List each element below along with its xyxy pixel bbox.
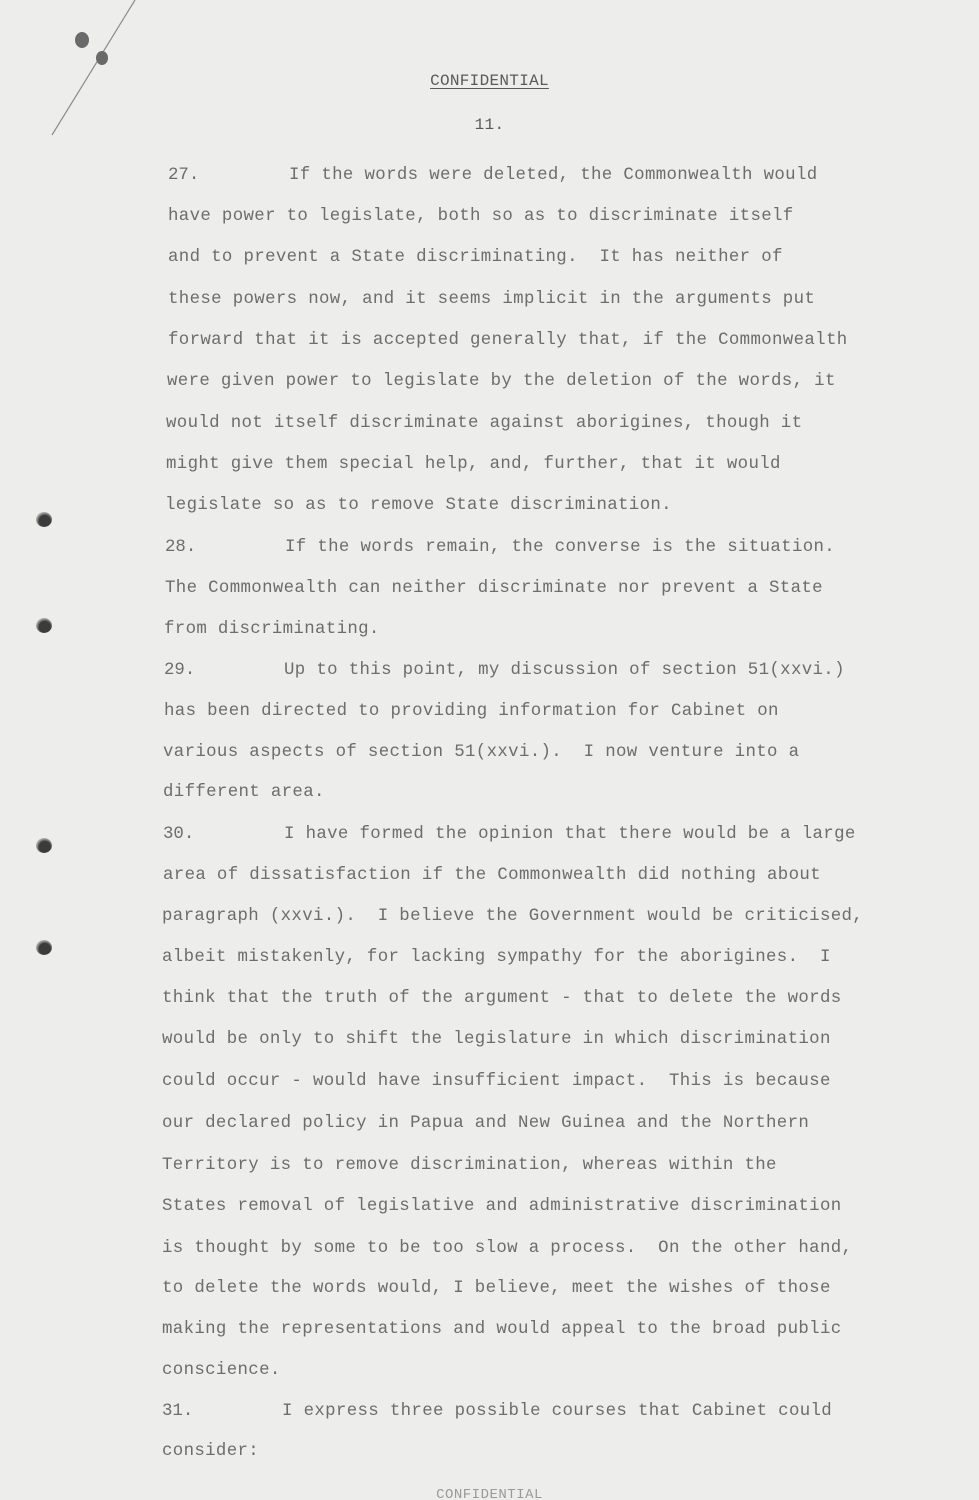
paragraph-line: various aspects of section 51(xxvi.). I now venture into a xyxy=(163,743,800,762)
paragraph-line: area of dissatisfaction if the Commonwealth did nothing about xyxy=(163,866,821,885)
paragraph-line: were given power to legislate by the deletion of the words, it xyxy=(167,372,836,391)
paragraph-number: 30. xyxy=(163,825,195,844)
paragraph-line: and to prevent a State discriminating. It has neither of xyxy=(168,248,783,267)
confidential-header: CONFIDENTIAL xyxy=(430,72,549,90)
paragraph-line: consider: xyxy=(162,1442,260,1461)
paragraph-line: forward that it is accepted generally that, if the Commonwealth xyxy=(168,331,848,350)
paragraph-number: 29. xyxy=(164,661,196,680)
paragraph-line: to delete the words would, I believe, meet the wishes of those xyxy=(162,1279,831,1298)
paragraph-line: think that the truth of the argument - that to delete the words xyxy=(162,989,842,1008)
paragraph-line: has been directed to providing information for Cabinet on xyxy=(164,702,779,721)
paragraph-line: these powers now, and it seems implicit in the arguments put xyxy=(168,290,816,309)
paragraph-number: 27. xyxy=(168,166,200,185)
confidential-footer: CONFIDENTIAL xyxy=(436,1487,543,1500)
punch-hole xyxy=(36,838,52,853)
paragraph-line: If the words remain, the converse is the situation. xyxy=(285,538,836,557)
paragraph-line: legislate so as to remove State discrimination. xyxy=(165,496,672,515)
paragraph-line: might give them special help, and, further, that it would xyxy=(166,455,781,474)
paragraph-line: I have formed the opinion that there would be a large xyxy=(284,825,856,844)
paragraph-line: have power to legislate, both so as to discriminate itself xyxy=(168,207,794,226)
paragraph-number: 31. xyxy=(162,1402,194,1421)
punch-hole xyxy=(36,512,52,527)
paragraph-line: would not itself discriminate against aborigines, though it xyxy=(166,414,803,433)
punch-hole xyxy=(36,618,52,633)
paragraph-line: paragraph (xxvi.). I believe the Government would be criticised, xyxy=(162,907,864,926)
page-number: 11. xyxy=(474,116,505,134)
paragraph-line: would be only to shift the legislature in which discrimination xyxy=(162,1030,831,1049)
paragraph-number: 28. xyxy=(165,538,197,557)
paragraph-line: from discriminating. xyxy=(164,620,380,639)
paragraph-line: Up to this point, my discussion of section 51(xxvi.) xyxy=(284,661,845,680)
paragraph-line: our declared policy in Papua and New Guinea and the Northern xyxy=(162,1114,810,1133)
paragraph-line: albeit mistakenly, for lacking sympathy for the aborigines. I xyxy=(162,948,831,967)
paragraph-line: If the words were deleted, the Commonwealth would xyxy=(289,166,818,185)
paragraph-line: I express three possible courses that Cabinet could xyxy=(282,1402,833,1421)
paragraph-line: Territory is to remove discrimination, whereas within the xyxy=(162,1156,777,1175)
paragraph-line: The Commonwealth can neither discriminate nor prevent a State xyxy=(165,579,823,598)
paragraph-line: is thought by some to be too slow a process. On the other hand, xyxy=(162,1239,853,1258)
paragraph-line: making the representations and would appeal to the broad public xyxy=(162,1320,842,1339)
paragraph-line: different area. xyxy=(163,783,325,802)
punch-hole xyxy=(36,940,52,955)
paragraph-line: conscience. xyxy=(162,1361,281,1380)
paragraph-line: could occur - would have insufficient impact. This is because xyxy=(162,1072,831,1091)
paragraph-line: States removal of legislative and administrative discrimination xyxy=(162,1197,842,1216)
